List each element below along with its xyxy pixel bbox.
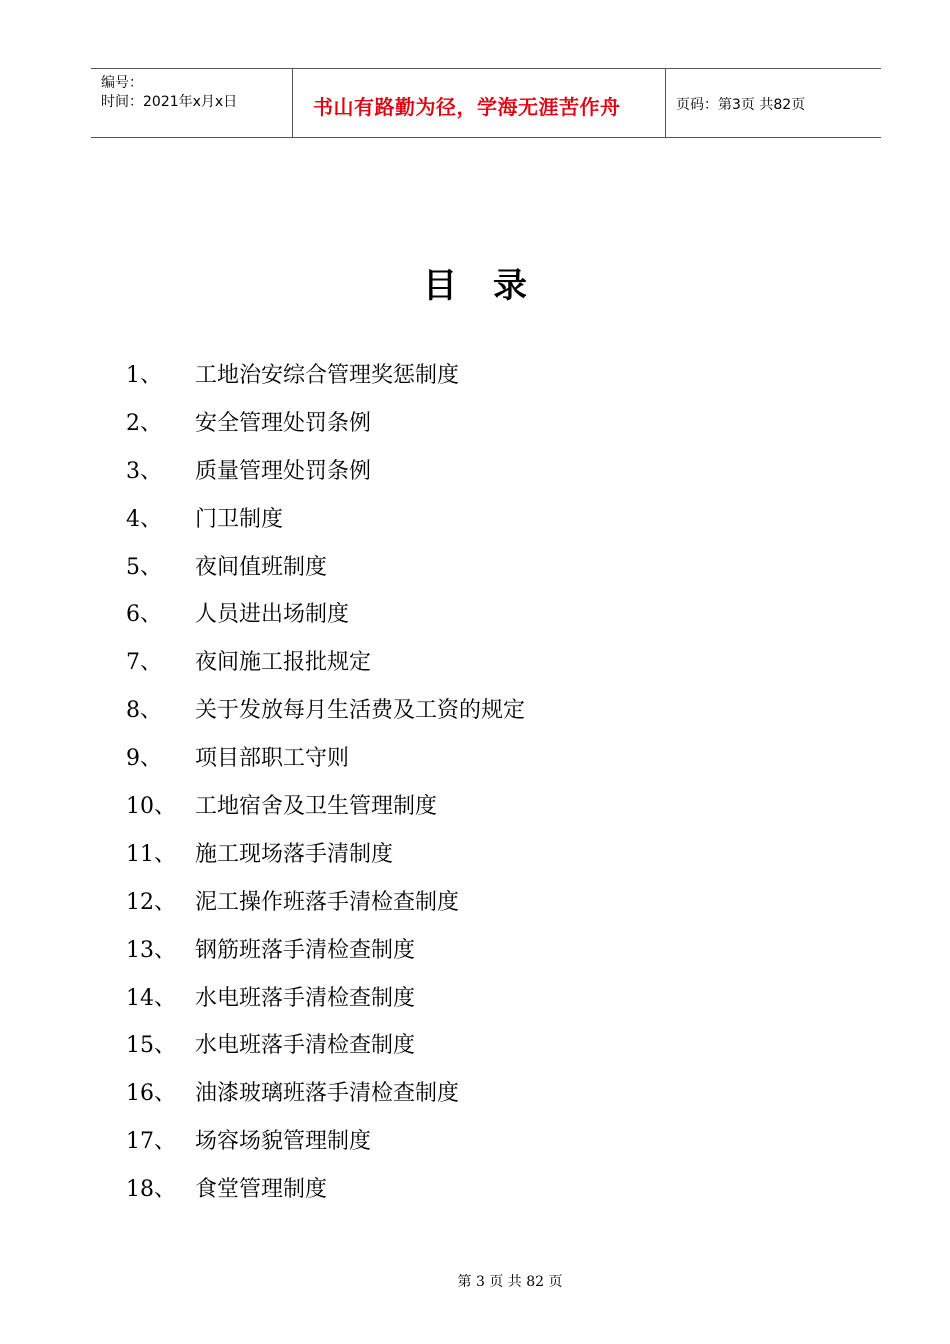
header-motto-cell — [293, 69, 666, 137]
toc-item — [126, 885, 826, 933]
toc-item — [126, 1124, 826, 1172]
toc-item — [126, 1028, 826, 1076]
toc-item — [126, 789, 826, 837]
toc-item — [126, 454, 826, 502]
toc-item-number: 17、 — [126, 1129, 176, 1155]
toc-item-title: 关于发放每月生活费及工资的规定 — [195, 698, 526, 724]
toc-item-number: 1、 — [126, 363, 162, 388]
toc-item — [126, 933, 826, 981]
toc-item-number: 4、 — [126, 506, 162, 532]
toc-item-title: 工地宿舍及卫生管理制度 — [195, 794, 438, 820]
toc-item — [126, 550, 826, 598]
toc-item-title: 食堂管理制度 — [195, 1177, 328, 1203]
toc-item-title: 夜间施工报批规定 — [195, 650, 372, 676]
toc-item-number: 9、 — [126, 746, 162, 772]
document-number-label: 编号： — [101, 75, 143, 91]
toc-item — [126, 597, 826, 645]
toc-item — [126, 358, 826, 406]
document-time-label: 时间：2021年x月x日 — [101, 94, 238, 110]
toc-item — [126, 406, 826, 454]
toc-item — [126, 1172, 826, 1220]
toc-item-title: 施工现场落手清制度 — [195, 841, 394, 867]
header-motto: 书山有路勤为径，学海无涯苦作舟 — [313, 95, 621, 119]
toc-item-title: 质量管理处罚条例 — [195, 458, 372, 484]
toc-item-title: 水电班落手清检查制度 — [195, 1033, 416, 1059]
toc-item-number: 3、 — [126, 458, 162, 484]
toc-item — [126, 741, 826, 789]
toc-item-number: 12、 — [126, 889, 176, 915]
toc-item-number: 16、 — [126, 1081, 176, 1107]
toc-item-number: 13、 — [126, 937, 176, 963]
toc-item-number: 7、 — [126, 650, 162, 676]
toc-item-title: 夜间值班制度 — [195, 554, 328, 580]
toc-item-title: 安全管理处罚条例 — [195, 410, 372, 436]
toc-item-title: 人员进出场制度 — [195, 602, 350, 628]
toc-item-number: 2、 — [126, 410, 162, 436]
toc-item-title: 油漆玻璃班落手清检查制度 — [195, 1081, 460, 1107]
toc-item-title: 钢筋班落手清检查制度 — [195, 937, 416, 963]
toc-item-number: 14、 — [126, 985, 176, 1011]
toc-item-number: 11、 — [126, 841, 176, 867]
toc-item-title: 项目部职工守则 — [195, 746, 350, 772]
toc-item — [126, 645, 826, 693]
toc-item-title: 水电班落手清检查制度 — [195, 985, 416, 1011]
toc-item-title: 泥工操作班落手清检查制度 — [195, 889, 460, 915]
toc-item — [126, 837, 826, 885]
toc-item-title: 工地治安综合管理奖惩制度 — [195, 363, 460, 388]
page-header — [91, 68, 881, 138]
table-of-contents — [126, 358, 826, 1220]
header-info-cell — [91, 69, 293, 137]
toc-item-number: 15、 — [126, 1033, 176, 1059]
toc-item-number: 6、 — [126, 602, 162, 628]
toc-item-number: 5、 — [126, 554, 162, 580]
toc-item — [126, 693, 826, 741]
page-title: 目录 — [423, 266, 563, 306]
toc-item — [126, 502, 826, 550]
toc-item — [126, 981, 826, 1029]
toc-item-number: 10、 — [126, 794, 176, 820]
toc-item-number: 18、 — [126, 1177, 176, 1203]
page-footer: 第 3 页 共 82 页 — [457, 1274, 563, 1290]
toc-item-title: 场容场貌管理制度 — [195, 1129, 372, 1155]
toc-item-title: 门卫制度 — [195, 506, 284, 532]
toc-item-number: 8、 — [126, 698, 162, 724]
header-page-number: 页码：第3页 共82页 — [676, 97, 806, 113]
header-page-cell — [666, 69, 881, 137]
toc-item — [126, 1076, 826, 1124]
